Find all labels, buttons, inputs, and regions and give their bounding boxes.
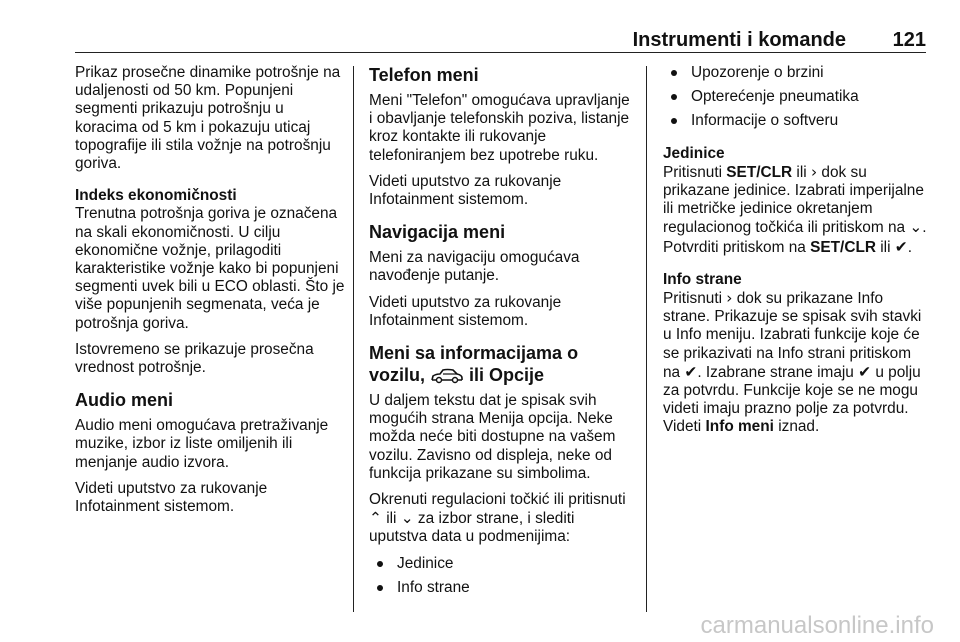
heading-line-1: Meni sa informacijama o	[369, 343, 579, 364]
column-divider	[353, 66, 354, 612]
list-item	[663, 64, 927, 82]
watermark: carmanualsonline.info	[700, 612, 934, 639]
paragraph	[369, 491, 635, 547]
chevron-up-icon: ⌃	[369, 509, 382, 528]
button-label-setclr: SET/CLR	[810, 238, 876, 256]
reference-info-menu: Info meni	[705, 418, 774, 436]
column-3	[663, 64, 927, 445]
list-item-text: Info strane	[397, 578, 470, 596]
text-run: za izbor strane, i slediti uputstva data u podmenijima:	[369, 510, 575, 546]
paragraph	[663, 163, 927, 257]
text-run: Okrenuti regulacioni točkić ili pritisnuti	[369, 491, 626, 509]
text-run: dok su prikazane jedinice. Izabrati imperijalne ili metričke jedinice okretanjem regulacionog točkića ili pritiskom na	[663, 163, 924, 237]
list-item	[663, 112, 927, 130]
paragraph: Audio meni omogućava pretraživanje muzike, izbor iz liste omiljenih ili menjanje audio izvora.	[75, 417, 329, 471]
checkmark-icon: ✔	[894, 237, 908, 256]
paragraph: Istovremeno se prikazuje prosečna vrednost potrošnje.	[75, 340, 314, 377]
text-run: ili	[796, 163, 807, 181]
chevron-down-icon: ⌄	[400, 509, 414, 528]
list-item-text: Jedinice	[397, 554, 454, 572]
section-heading-audio: Audio meni	[75, 390, 173, 411]
column-divider	[646, 66, 647, 612]
text-run: . Izabrane strane imaju	[697, 363, 854, 381]
car-icon	[430, 368, 464, 384]
bullet-list	[369, 555, 635, 597]
heading-line-2b: ili Opcije	[469, 365, 545, 386]
heading-line-2a: vozilu,	[369, 365, 426, 386]
list-item	[369, 555, 635, 573]
paragraph: Trenutna potrošnja goriva je označena na skali ekonomičnosti. U cilju ekonomične vožnje, prilagoditi karakteristike vožnje kako bi popunjeni segmenti uvek bili u ECO oblasti. Što je više popunjenih segmenata, veća je potrošnja goriva.	[75, 205, 345, 332]
section-heading-eco: Indeks ekonomičnosti	[75, 187, 237, 205]
paragraph: Prikaz prosečne dinamike potrošnje na udaljenosti od 50 km. Popunjeni segmenti prikazuju potrošnju u koracima od 5 km i pokazuju uticaj topografije ili stila vožnje na potrošnju goriva.	[75, 64, 341, 173]
page-header	[75, 28, 926, 53]
paragraph: U daljem tekstu dat je spisak svih mogućih strana Menija opcija. Neke možda neće biti dostupne na vašem vozilu. Zavisno od displeja, neke od funkcija prikazane su simbolima.	[369, 392, 616, 482]
paragraph: Meni za navigaciju omogućava navođenje putanje.	[369, 249, 580, 285]
chevron-right-icon: ›	[810, 162, 818, 181]
list-item	[663, 88, 927, 106]
text-run: . Potvrditi pritiskom na	[663, 219, 927, 256]
bullet-list	[663, 64, 927, 131]
paragraph: Videti uputstvo za rukovanje Infotainment sistemom.	[75, 479, 268, 516]
text-run: .	[907, 238, 912, 256]
column-2	[369, 64, 635, 603]
list-item-text: Informacije o softveru	[691, 112, 839, 130]
chevron-down-icon: ⌄	[909, 218, 923, 237]
checkmark-icon: ✔	[684, 362, 698, 381]
text-run: ili	[880, 238, 891, 256]
paragraph: Videti uputstvo za rukovanje Infotainment sistemom.	[369, 293, 562, 329]
list-item-text: Opterećenje pneumatika	[691, 88, 859, 106]
button-label-setclr: SET/CLR	[726, 163, 793, 181]
section-heading-info-pages: Info strane	[663, 270, 742, 288]
header-title: Instrumenti i komande	[632, 29, 846, 51]
section-heading-units: Jedinice	[663, 144, 725, 162]
text-run: Pritisnuti	[663, 290, 723, 308]
paragraph: Videti uputstvo za rukovanje Infotainment sistemom.	[369, 172, 562, 209]
text-run: Pritisnuti	[663, 163, 723, 181]
section-heading-nav: Navigacija meni	[369, 222, 506, 243]
text-run: ili	[386, 510, 397, 528]
list-item	[369, 579, 635, 597]
paragraph: Meni "Telefon" omogućava upravljanje i obavljanje telefonskih poziva, listanje kroz kontakte ili rukovanje telefoniranjem bez upotrebe ruku.	[369, 92, 630, 164]
text-run: iznad.	[778, 418, 820, 436]
checkmark-icon: ✔	[858, 362, 872, 381]
chevron-right-icon: ›	[726, 289, 733, 308]
page-number: 121	[892, 29, 926, 51]
section-heading-vehicle-info	[369, 342, 635, 386]
text-run: dok su prikazane Info strane. Prikazuje se spisak svih stavki u Info meniju. Izabrati funkcije koje će se prikazivati na Info strani pritiskom na	[663, 290, 922, 381]
list-item-text: Upozorenje o brzini	[691, 64, 824, 81]
paragraph	[663, 289, 927, 437]
column-1	[75, 64, 345, 524]
text-run: u polju za potvrdu. Funkcije koje se ne mogu videti imaju prazno polje za potvrdu. Videti	[663, 363, 921, 436]
section-heading-phone: Telefon meni	[369, 65, 479, 85]
